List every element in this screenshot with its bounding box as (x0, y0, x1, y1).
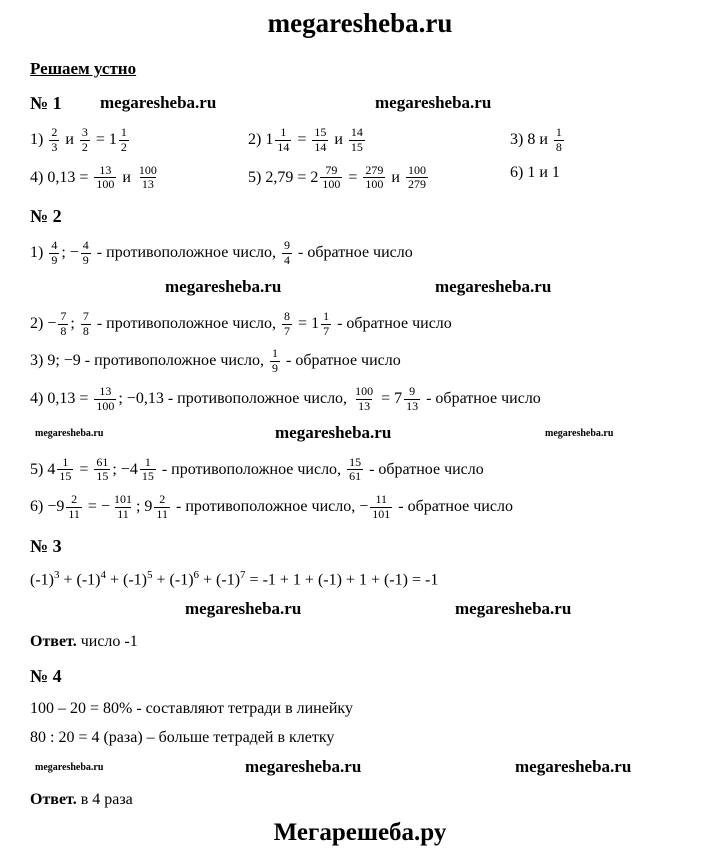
math-text: - противоположное число, (92, 244, 281, 262)
math-text: - обратное число (394, 498, 513, 516)
fraction (58, 310, 68, 339)
fraction-denominator: 15 (59, 469, 72, 484)
watermark-row (30, 757, 690, 781)
fraction-denominator: 11 (156, 506, 168, 521)
fraction (363, 164, 385, 193)
math-text: 6) −9 (30, 498, 65, 516)
fraction-denominator: 14 (314, 139, 327, 154)
math-text: 100 – 20 = 80% - составляют тетради в линейку (30, 700, 353, 718)
math-text: = (344, 168, 362, 186)
math-text: = 1 (294, 314, 320, 332)
math-text: 1) (30, 244, 48, 262)
math-item (510, 164, 690, 193)
exponent: 4 (100, 568, 106, 581)
solution-content (0, 39, 720, 819)
fraction-numerator: 1 (272, 346, 279, 361)
math-item (30, 126, 248, 155)
problem-number: № 3 (30, 535, 62, 556)
math-text: - обратное число (294, 244, 413, 262)
fraction-denominator: 2 (120, 139, 127, 154)
fraction-numerator: 9 (284, 238, 291, 253)
fraction (57, 456, 73, 485)
math-text: 3) 9; −9 - противоположное число, (30, 352, 269, 370)
fraction-denominator: 4 (284, 252, 291, 267)
fraction-denominator: 11 (68, 506, 80, 521)
fraction-denominator: 13 (358, 398, 371, 413)
problem-number: № 4 (30, 666, 62, 687)
math-text: 1) (30, 130, 48, 148)
watermark-row (30, 277, 690, 301)
fraction (353, 385, 375, 414)
math-item (30, 164, 248, 193)
math-line (30, 310, 690, 339)
math-text: - обратное число (365, 460, 484, 478)
math-text: ; (70, 314, 79, 332)
fraction-numerator: 2 (71, 492, 78, 507)
math-text: и (61, 130, 78, 148)
math-text: = − (83, 498, 110, 516)
watermark: megaresheba.ru (100, 93, 217, 112)
fraction-denominator: 7 (323, 323, 330, 338)
problem-number: № 1 (30, 93, 62, 113)
fraction-numerator: 4 (51, 238, 58, 253)
fraction-numerator: 7 (82, 308, 89, 323)
math-text: 3) 8 и (510, 130, 552, 148)
fraction (554, 126, 564, 155)
fraction (320, 164, 342, 193)
fraction-numerator: 79 (325, 162, 338, 177)
fraction-denominator: 14 (277, 139, 290, 154)
math-text: в 4 раза (76, 791, 133, 809)
fraction-denominator: 9 (82, 252, 89, 267)
fraction (49, 239, 59, 268)
math-text: = 7 (377, 389, 403, 407)
math-text: число -1 (76, 633, 138, 651)
watermark: megaresheba.ru (515, 757, 632, 777)
fraction (81, 239, 91, 268)
watermark: megaresheba.ru (545, 427, 614, 439)
fraction (321, 310, 331, 339)
watermark-row (30, 423, 690, 447)
math-text: - обратное число (333, 314, 452, 332)
exponent: 3 (53, 568, 60, 581)
watermark: megaresheba.ru (245, 757, 362, 777)
math-item (248, 164, 510, 193)
fraction-denominator: 11 (117, 506, 129, 521)
fraction-denominator: 61 (349, 469, 362, 484)
math-text: (-1) (30, 571, 54, 589)
fraction-denominator: 3 (51, 139, 58, 154)
fraction (347, 456, 363, 485)
fraction-numerator: 1 (62, 454, 69, 469)
watermark: megaresheba.ru (455, 599, 572, 619)
site-watermark-top: megaresheba.ru (267, 8, 453, 38)
fraction-denominator: 101 (372, 506, 391, 521)
fraction-numerator: 2 (159, 492, 166, 507)
fraction-denominator: 2 (81, 139, 88, 154)
fraction-numerator: 1 (323, 308, 330, 323)
fraction (406, 164, 428, 193)
math-text: ; −4 (112, 460, 138, 478)
fraction (270, 347, 280, 376)
math-text: - обратное число (422, 389, 541, 407)
exponent: 7 (240, 568, 246, 581)
math-text: ; 9 (135, 498, 153, 516)
site-brand-bottom: Мегарешеба.ру (273, 819, 447, 847)
math-text: 80 : 20 = 4 (раза) – больше тетрадей в клетку (30, 729, 335, 747)
math-row (30, 164, 690, 193)
math-line (30, 569, 690, 590)
math-text: = 1 (91, 130, 117, 148)
watermark-row (30, 599, 690, 623)
math-text: - противоположное число, − (171, 498, 369, 516)
fraction-numerator: 61 (96, 454, 109, 469)
watermark: megaresheba.ru (35, 427, 104, 439)
fraction-numerator: 9 (409, 383, 416, 398)
problem-number: № 2 (30, 206, 62, 227)
fraction-numerator: 14 (350, 125, 363, 139)
math-line (30, 699, 690, 719)
fraction (282, 239, 292, 268)
fraction-numerator: 2 (51, 125, 58, 139)
fraction-denominator: 15 (350, 139, 363, 154)
fraction (282, 310, 292, 339)
fraction-numerator: 13 (99, 383, 112, 398)
fraction (94, 164, 116, 193)
math-text: - противоположное число, (157, 460, 346, 478)
fraction (404, 385, 420, 414)
fraction (370, 493, 392, 522)
math-text: - противоположное число, (92, 314, 281, 332)
fraction-numerator: 15 (349, 454, 362, 469)
fraction-numerator: 7 (60, 308, 67, 323)
fraction-numerator: 4 (82, 238, 89, 253)
fraction-denominator: 9 (272, 361, 279, 376)
math-item (510, 126, 690, 155)
math-line (30, 239, 690, 268)
fraction (66, 493, 82, 522)
answer-line (30, 632, 690, 652)
fraction-denominator: 279 (407, 177, 426, 192)
fraction-numerator: 3 (81, 125, 88, 139)
math-text: 5) 4 (30, 460, 56, 478)
fraction-denominator: 100 (96, 398, 115, 413)
fraction-denominator: 13 (141, 177, 154, 192)
watermark: megaresheba.ru (165, 276, 282, 296)
fraction (81, 310, 91, 339)
fraction-numerator: 100 (407, 162, 426, 177)
fraction-denominator: 8 (82, 323, 89, 338)
fraction-numerator: 100 (138, 162, 157, 177)
math-text: = (75, 460, 93, 478)
fraction-numerator: 1 (120, 125, 127, 139)
math-text: и (387, 168, 404, 186)
math-text: 6) 1 и 1 (510, 163, 560, 181)
problem-number-row (30, 93, 690, 117)
fraction (80, 126, 90, 155)
answer-label: Ответ. (30, 633, 77, 651)
math-text: 4) 0,13 = (30, 389, 93, 407)
fraction (140, 456, 156, 485)
answer-label: Ответ. (30, 791, 77, 809)
math-line (30, 728, 690, 748)
math-text: и (118, 168, 135, 186)
fraction (349, 126, 365, 155)
fraction (119, 126, 129, 155)
watermark: megaresheba.ru (435, 276, 552, 296)
watermark: megaresheba.ru (275, 422, 392, 442)
fraction-numerator: 100 (355, 383, 374, 398)
watermark: megaresheba.ru (185, 599, 302, 619)
fraction-numerator: 101 (113, 492, 132, 507)
fraction (94, 456, 110, 485)
fraction-numerator: 13 (99, 162, 112, 177)
fraction-denominator: 8 (555, 139, 562, 154)
math-text: 2) − (30, 314, 57, 332)
math-line (30, 385, 690, 414)
math-text: + (-1) (59, 571, 101, 589)
math-item (248, 126, 510, 155)
fraction-numerator: 1 (280, 125, 287, 139)
fraction-denominator: 7 (284, 323, 291, 338)
exponent: 6 (193, 568, 200, 581)
math-text: + (-1) (152, 571, 194, 589)
fraction-denominator: 8 (60, 323, 67, 338)
fraction (49, 126, 59, 155)
fraction (275, 126, 291, 155)
fraction-numerator: 11 (375, 492, 388, 507)
fraction-numerator: 1 (144, 454, 151, 469)
fraction-denominator: 100 (96, 177, 115, 192)
fraction (312, 126, 328, 155)
exponent: 5 (147, 568, 153, 581)
math-text: ; −0,13 - противоположное число, (118, 389, 352, 407)
fraction (137, 164, 159, 193)
math-text: и (330, 130, 347, 148)
math-text: 2) 1 (248, 130, 274, 148)
problem-number-row (30, 206, 690, 230)
fraction-numerator: 279 (365, 162, 384, 177)
fraction-denominator: 9 (51, 252, 58, 267)
fraction-denominator: 100 (365, 177, 384, 192)
fraction-denominator: 15 (141, 469, 154, 484)
fraction (154, 493, 170, 522)
math-line (30, 347, 690, 376)
math-text: ; − (61, 244, 79, 262)
math-line (30, 493, 690, 522)
math-text: + (-1) (199, 571, 241, 589)
fraction (112, 493, 134, 522)
math-text: = -1 + 1 + (-1) + 1 + (-1) = -1 (245, 571, 439, 589)
section-heading: Решаем устно (30, 59, 137, 78)
math-line (30, 456, 690, 485)
answer-line (30, 790, 690, 810)
fraction-numerator: 15 (314, 125, 327, 139)
fraction-denominator: 100 (322, 177, 341, 192)
math-text: + (-1) (106, 571, 148, 589)
math-text: - обратное число (282, 352, 401, 370)
math-row (30, 126, 690, 155)
fraction-numerator: 1 (555, 125, 562, 139)
math-text: = (293, 130, 311, 148)
fraction-denominator: 15 (96, 469, 109, 484)
watermark: megaresheba.ru (35, 762, 104, 774)
problem-number-row (30, 536, 690, 560)
math-text: 5) 2,79 = 2 (248, 168, 319, 186)
fraction-denominator: 13 (406, 398, 419, 413)
fraction (94, 385, 116, 414)
fraction-numerator: 8 (284, 308, 291, 323)
watermark: megaresheba.ru (375, 93, 492, 112)
math-text: 4) 0,13 = (30, 168, 93, 186)
problem-number-row (30, 666, 690, 690)
